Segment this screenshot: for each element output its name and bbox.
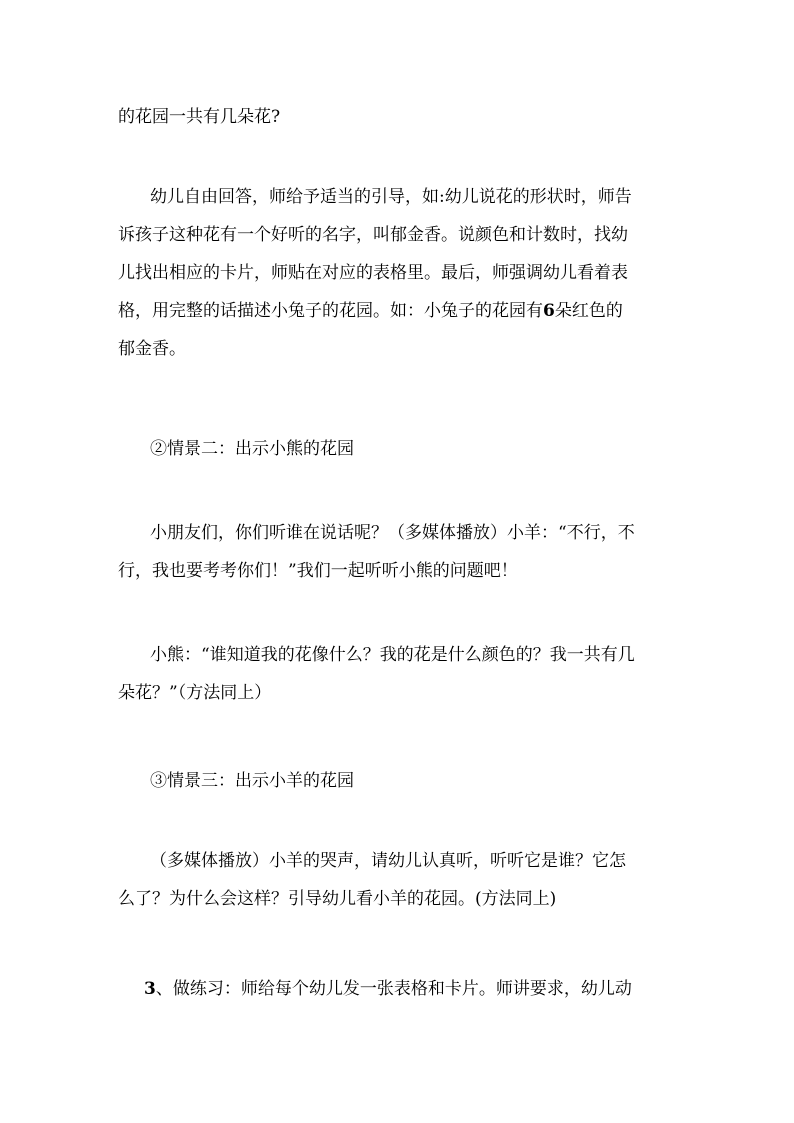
flower-count: 6 <box>543 301 555 321</box>
paragraph-exercise <box>118 970 678 1008</box>
text-line: 小朋友们，你们听谁在说话呢？（多媒体播放）小羊：“不行，不 <box>150 523 635 543</box>
text-line <box>118 970 678 1008</box>
text-line: 儿找出相应的卡片，师贴在对应的表格里。最后，师强调幼儿看着表 <box>118 263 628 283</box>
section-heading-scene-two <box>118 430 678 468</box>
text-line <box>118 292 678 330</box>
text-line: 诉孩子这种花有一个好听的名字，叫郁金香。说颜色和计数时，找幼 <box>118 225 628 245</box>
paragraph-continuation <box>118 98 678 136</box>
paragraph-children-listen <box>118 514 678 590</box>
text-line: 的花园一共有几朵花? <box>118 107 281 127</box>
text-line: 小熊：“谁知道我的花像什么？我的花是什么颜色的？我一共有几 <box>150 645 635 665</box>
text-line: 朵花？”（方法同上） <box>118 683 272 703</box>
text-line: 行，我也要考考你们！”我们一起听听小熊的问题吧！ <box>118 561 518 581</box>
text-segment: 、做练习：师给每个幼儿发一张表格和卡片。师讲要求，幼儿动 <box>155 979 632 999</box>
text-line: ③情景三：出示小羊的花园 <box>150 771 354 791</box>
section-heading-scene-three <box>118 762 678 800</box>
paragraph-free-answer <box>118 178 678 368</box>
step-number: 3 <box>144 979 156 999</box>
text-line: （多媒体播放）小羊的哭声，请幼儿认真听，听听它是谁？它怎 <box>150 851 626 871</box>
paragraph-bear-question <box>118 636 678 712</box>
text-line: ②情景二：出示小熊的花园 <box>150 439 354 459</box>
paragraph-sheep-crying <box>118 842 678 918</box>
text-line: 么了？为什么会这样？引导幼儿看小羊的花园。(方法同上) <box>118 889 557 909</box>
text-segment: 格，用完整的话描述小兔子的花园。如：小兔子的花园有 <box>118 301 543 321</box>
text-line: 郁金香。 <box>118 339 186 359</box>
text-line: 幼儿自由回答，师给予适当的引导，如:幼儿说花的形状时，师告 <box>150 187 632 207</box>
text-segment: 朵红色的 <box>554 301 623 321</box>
